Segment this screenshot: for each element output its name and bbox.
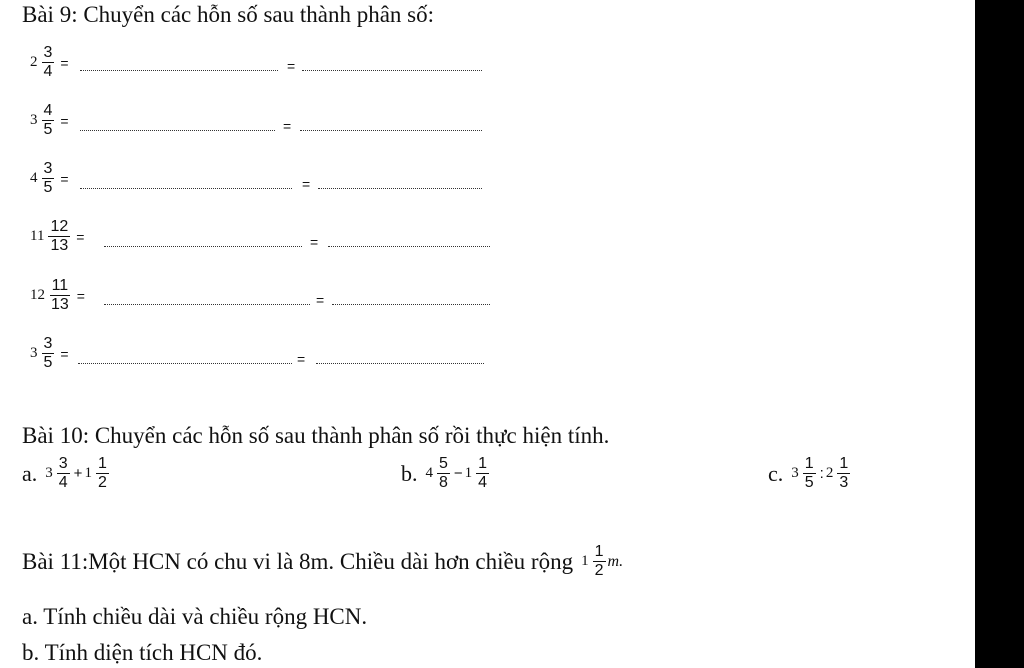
answer-blank-2[interactable] (302, 70, 482, 71)
mixed-number: 4 $\frac{3}{5}$ = (30, 160, 69, 196)
bai10-item-c: c. 3 $\frac{1}{5}$ : 2 $\frac{1}{3}$ (768, 455, 849, 491)
bai10-item-b: b. 4 $\frac{5}{8}$ − 1 $\frac{1}{4}$ (401, 455, 488, 491)
mixed-number: 12 $\frac{11}{13}$ = (30, 277, 85, 313)
answer-blank-2[interactable] (332, 304, 490, 305)
answer-blank-1[interactable] (80, 188, 292, 189)
answer-blank-1[interactable] (80, 130, 275, 131)
mixed-number: 3 $\frac{4}{5}$ = (30, 102, 69, 138)
mixed-number: 3 $\frac{3}{5}$ = (30, 335, 69, 371)
bai11-part-a: a. Tính chiều dài và chiều rộng HCN. (22, 604, 368, 629)
answer-blank-1[interactable] (78, 363, 292, 364)
bai10-item-a: a. 3 $\frac{3}{4}$ + 1 $\frac{1}{2}$ (22, 455, 107, 491)
mixed-number: 11 $\frac{12}{13}$ = (30, 218, 85, 254)
answer-blank-2[interactable] (328, 246, 490, 247)
mixed-number: 1 $\frac{1}{2}$ m . (581, 543, 624, 579)
answer-blank-1[interactable] (104, 246, 302, 247)
answer-blank-2[interactable] (300, 130, 482, 131)
answer-blank-1[interactable] (104, 304, 310, 305)
worksheet-page: Bài 9: Chuyển các hỗn số sau thành phân số: 2 $\frac{3}{4}$ = = 3 $\frac{4}{5}$ = = 4 $\frac{3}{5}$ = = 11 $\frac{12}{13}$ = = 12 $\frac{11}{13}$ = = 3 $\frac{3}{5}$ = = Bài 10: Chuyển các hỗn số sau thành phân số rồi thực hiện tính. a. 3 $\frac{3}{4}$ + 1 $\frac{1}{2}$ b. 4 $\frac{5}{8}$ − 1 $\frac{1}{4}$ c. 3 $\frac{1}{5}$ : 2 $\frac{1}{3}$ Bài 11:Một HCN có chu vi là 8m. Chiều dài hơn chiều rộng 1 $\frac{1}{2}$ m . a. Tính chiều dài và chiều rộng HCN. b. Tính diện tích HCN đó. (0, 0, 975, 668)
answer-blank-2[interactable] (318, 188, 482, 189)
bai10-title: Bài 10: Chuyển các hỗn số sau thành phân số rồi thực hiện tính. (22, 423, 610, 448)
bai11-title: Bài 11:Một HCN có chu vi là 8m. Chiều dài hơn chiều rộng 1 $\frac{1}{2}$ m . (22, 543, 624, 579)
answer-blank-2[interactable] (316, 363, 484, 364)
bai11-part-b: b. Tính diện tích HCN đó. (22, 640, 263, 665)
mixed-number: 2 $\frac{3}{4}$ = (30, 44, 69, 80)
bai9-title: Bài 9: Chuyển các hỗn số sau thành phân số: (22, 2, 435, 27)
answer-blank-1[interactable] (80, 70, 278, 71)
